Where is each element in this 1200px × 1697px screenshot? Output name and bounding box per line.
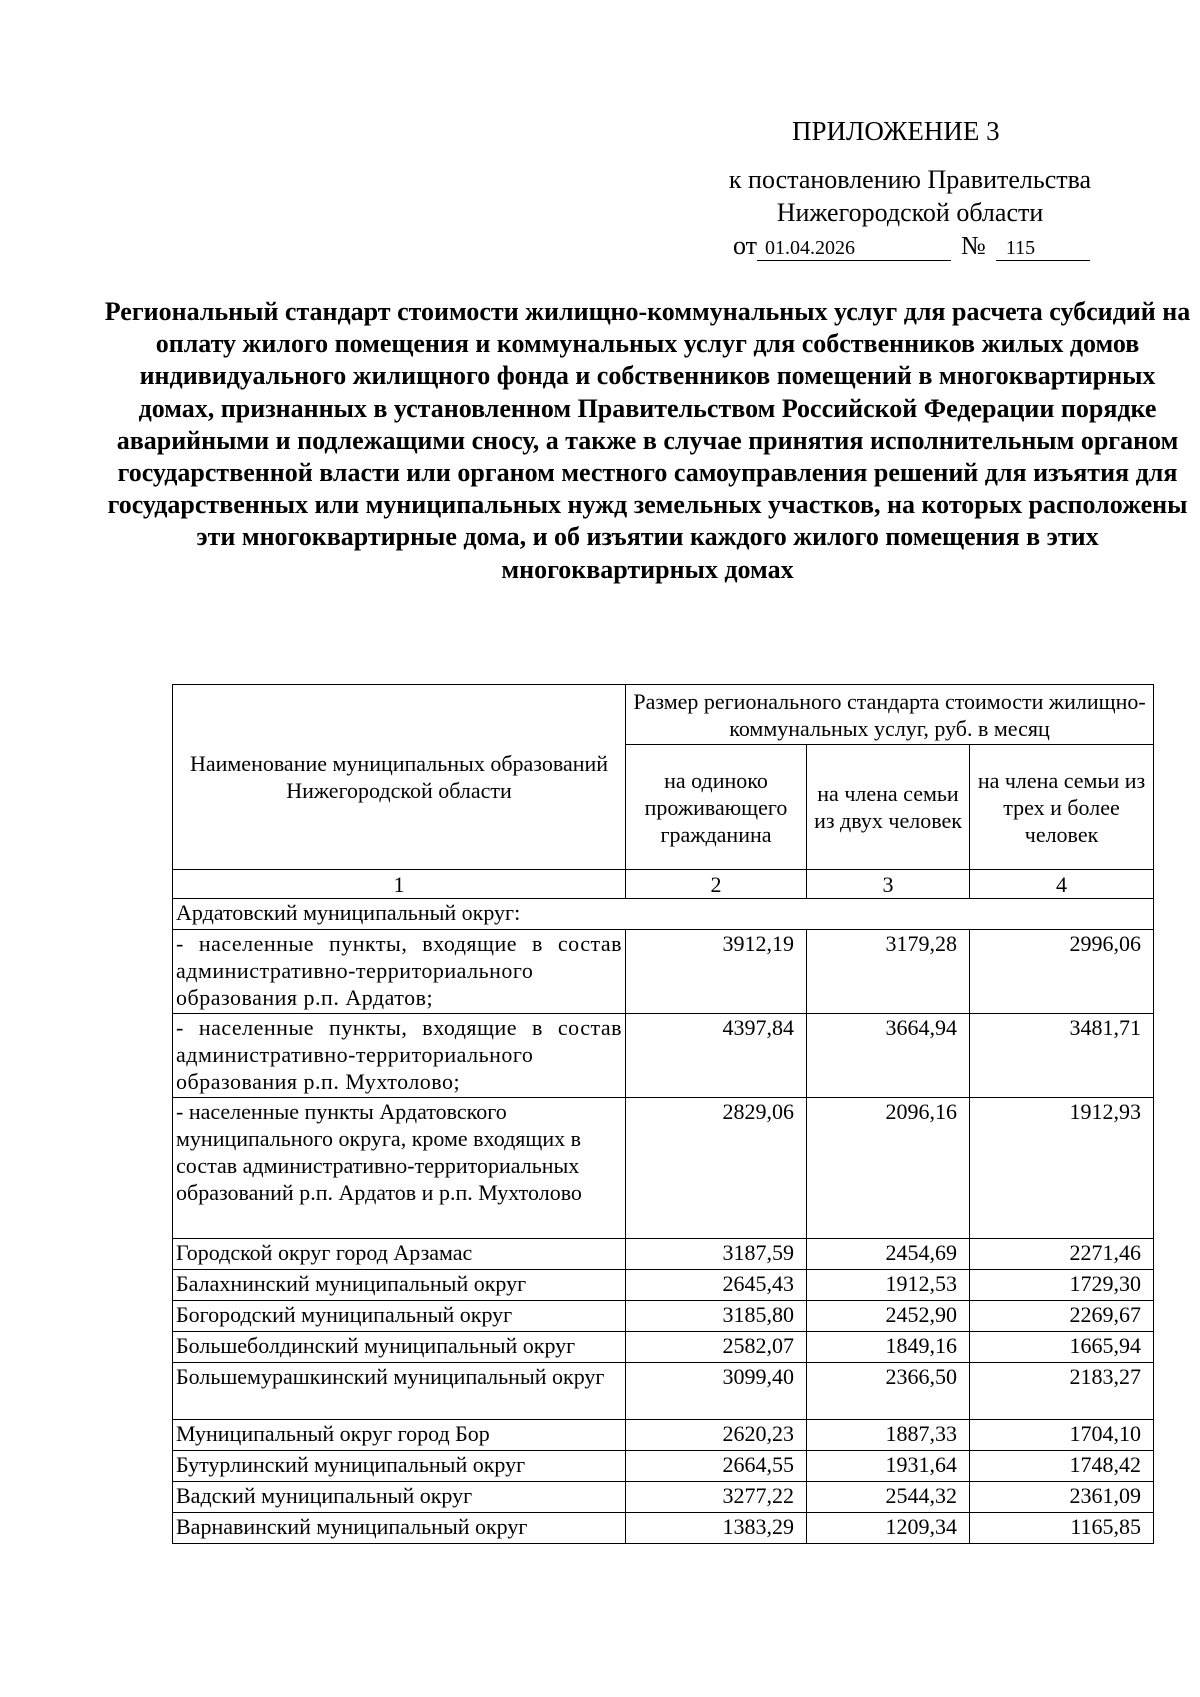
value-two: 2096,16 [807, 1098, 970, 1239]
value-three-plus: 2183,27 [970, 1363, 1154, 1420]
single-citizen-column-header: на одиноко проживающего гражданина [626, 745, 807, 870]
value-three-plus: 1729,30 [970, 1270, 1154, 1301]
municipality-name: Городской округ город Арзамас [173, 1239, 626, 1270]
value-three-plus: 2361,09 [970, 1482, 1154, 1513]
table-row [173, 1301, 1154, 1332]
value-single: 3187,59 [626, 1239, 807, 1270]
column-number: 4 [970, 870, 1154, 899]
decree-number: 115 [996, 236, 1090, 261]
value-two: 1209,34 [807, 1513, 970, 1544]
table-row [173, 1332, 1154, 1363]
table-row [173, 1270, 1154, 1301]
municipality-name: Богородский муниципальный округ [173, 1301, 626, 1332]
three-plus-column-header: на члена семьи из трех и более человек [970, 745, 1154, 870]
value-two: 1887,33 [807, 1420, 970, 1451]
decree-line-1: к постановлению Правительства [728, 165, 1092, 194]
section-ardatov: Ардатовский муниципальный округ: [173, 899, 1154, 930]
table-row [173, 1451, 1154, 1482]
municipality-name: Балахнинский муниципальный округ [173, 1270, 626, 1301]
municipality-name: Вадский муниципальный округ [173, 1482, 626, 1513]
value-single: 4397,84 [626, 1014, 807, 1098]
from-label: от [733, 231, 758, 260]
column-number: 3 [807, 870, 970, 899]
municipality-name: - населенные пункты, входящие в состав административно-территориального образования р.п. Мухтолово; [173, 1014, 626, 1098]
value-single: 2582,07 [626, 1332, 807, 1363]
value-two: 1849,16 [807, 1332, 970, 1363]
appendix-label: ПРИЛОЖЕНИЕ 3 [792, 116, 1000, 146]
value-two: 3179,28 [807, 930, 970, 1014]
value-two: 3664,94 [807, 1014, 970, 1098]
value-single: 3912,19 [626, 930, 807, 1014]
document-title: Региональный стандарт стоимости жилищно-коммунальных услуг для расчета субсидий на оплату жилого помещения и коммунальных услуг для собственников жилых домов индивидуального жилищного фонда и собственников помещений в многоквартирных домах, признанных в установленном Правительством Российской Федерации порядке аварийными и подлежащими сносу, а также в случае принятия исполнительным органом государственной власти или органом местного самоуправления решений для изъятия для государственных или муниципальных нужд земельных участков, на которых расположены эти многоквартирные дома, и об изъятии каждого жилого помещения в этих многоквартирных домах [104, 297, 1191, 584]
municipality-name: Бутурлинский муниципальный округ [173, 1451, 626, 1482]
value-single: 2829,06 [626, 1098, 807, 1239]
value-two: 2544,32 [807, 1482, 970, 1513]
municipality-name: - населенные пункты Ардатовского муниципального округа, кроме входящих в состав административно-территориальных образований р.п. Ардатов и р.п. Мухтолово [173, 1098, 626, 1239]
value-single: 3099,40 [626, 1363, 807, 1420]
value-three-plus: 1748,42 [970, 1451, 1154, 1482]
standards-table [172, 684, 1154, 1544]
value-single: 2645,43 [626, 1270, 807, 1301]
value-single: 2664,55 [626, 1451, 807, 1482]
decree-reference [690, 163, 1130, 229]
value-three-plus: 2271,46 [970, 1239, 1154, 1270]
table-row [173, 1014, 1154, 1098]
value-two: 1931,64 [807, 1451, 970, 1482]
value-three-plus: 1165,85 [970, 1513, 1154, 1544]
value-single: 2620,23 [626, 1420, 807, 1451]
table-row [173, 930, 1154, 1014]
table-row [173, 1239, 1154, 1270]
table-row [173, 1098, 1154, 1239]
value-three-plus: 1912,93 [970, 1098, 1154, 1239]
column-number-row [173, 870, 1154, 899]
value-three-plus: 3481,71 [970, 1014, 1154, 1098]
value-single: 3185,80 [626, 1301, 807, 1332]
column-number: 2 [626, 870, 807, 899]
value-two: 1912,53 [807, 1270, 970, 1301]
table-row [173, 1513, 1154, 1544]
table-row [173, 1363, 1154, 1420]
value-two: 2366,50 [807, 1363, 970, 1420]
number-sign: № [961, 231, 986, 260]
value-single: 1383,29 [626, 1513, 807, 1544]
value-three-plus: 1704,10 [970, 1420, 1154, 1451]
value-single: 3277,22 [626, 1482, 807, 1513]
section-row [173, 899, 1154, 930]
municipality-name: Муниципальный округ город Бор [173, 1420, 626, 1451]
value-three-plus: 2996,06 [970, 930, 1154, 1014]
two-person-column-header: на члена семьи из двух человек [807, 745, 970, 870]
table-row [173, 1420, 1154, 1451]
value-two: 2454,69 [807, 1239, 970, 1270]
municipality-name: - населенные пункты, входящие в состав административно-территориального образования р.п. Ардатов; [173, 930, 626, 1014]
decree-date: 01.04.2026 [757, 236, 951, 261]
table-header-row [173, 685, 1154, 745]
municipality-name: Большемурашкинский муниципальный округ [173, 1363, 626, 1420]
value-two: 2452,90 [807, 1301, 970, 1332]
decree-line-2: Нижегородской области [776, 198, 1044, 227]
value-three-plus: 2269,67 [970, 1301, 1154, 1332]
municipality-column-header: Наименование муниципальных образований Нижегородской области [173, 685, 626, 870]
municipality-name: Большеболдинский муниципальный округ [173, 1332, 626, 1363]
table-row [173, 1482, 1154, 1513]
standard-size-group-header: Размер регионального стандарта стоимости жилищно-коммунальных услуг, руб. в месяц [626, 685, 1154, 745]
value-three-plus: 1665,94 [970, 1332, 1154, 1363]
column-number: 1 [173, 870, 626, 899]
municipality-name: Варнавинский муниципальный округ [173, 1513, 626, 1544]
decree-date-line [733, 231, 1090, 261]
